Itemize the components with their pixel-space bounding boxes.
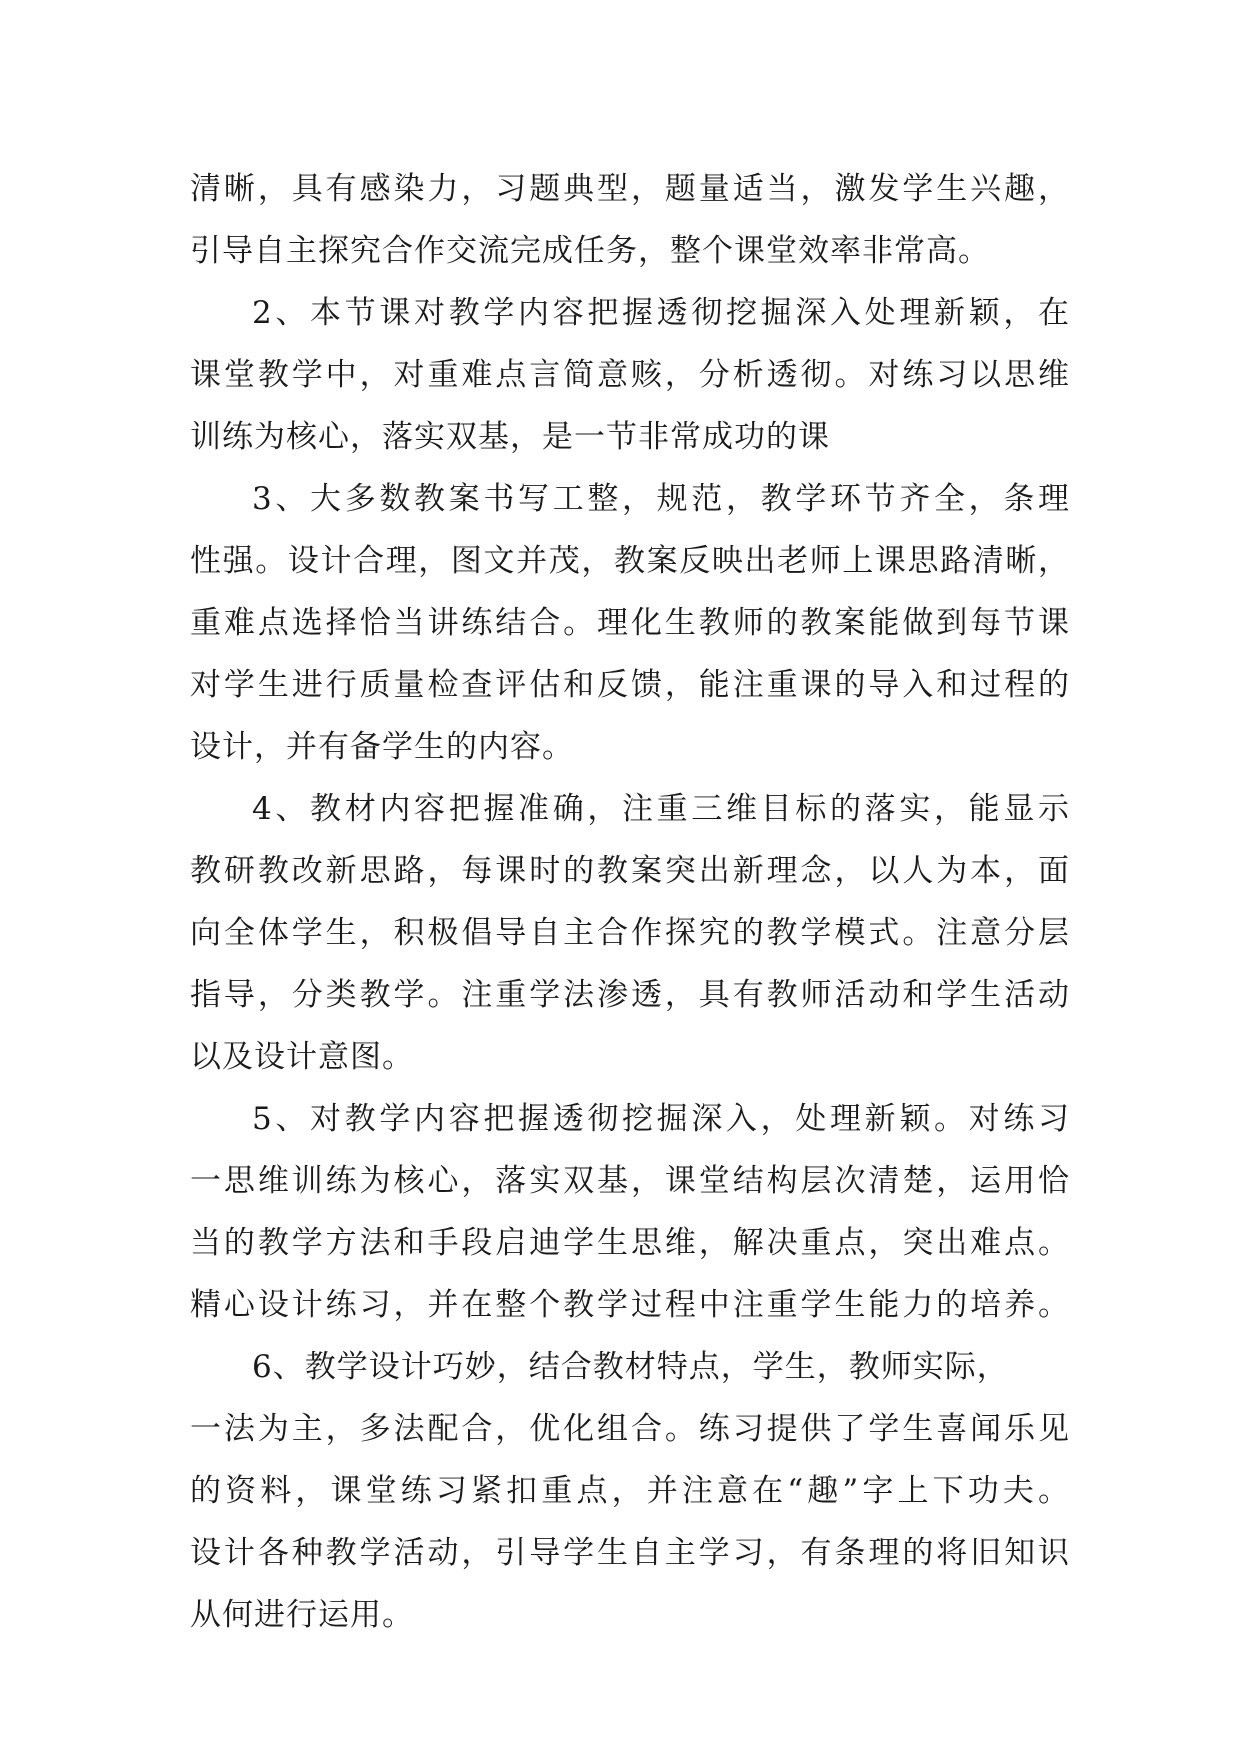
text-line: 性强。设计合理，图文并茂，教案反映出老师上课思路清晰， <box>190 543 1070 579</box>
document-body <box>190 158 1070 1646</box>
text-line: 教研教改新思路，每课时的教案突出新理念，以人为本，面 <box>190 853 1070 889</box>
text-line: 一思维训练为核心，落实双基，课堂结构层次清楚，运用恰 <box>190 1163 1070 1199</box>
text-line: 设计各种教学活动，引导学生自主学习，有条理的将旧知识 <box>190 1535 1070 1571</box>
text-line: 以及设计意图。 <box>190 1039 414 1075</box>
text-line: 从何进行运用。 <box>190 1597 414 1633</box>
paragraph-start-line: 6、教学设计巧妙，结合教材特点，学生，教师实际， <box>252 1349 1009 1385</box>
text-line: 重难点选择恰当讲练结合。理化生教师的教案能做到每节课 <box>190 605 1070 641</box>
text-line: 设计，并有备学生的内容。 <box>190 729 574 765</box>
text-line: 清晰，具有感染力，习题典型，题量适当，激发学生兴趣， <box>190 171 1070 207</box>
text-line: 引导自主探究合作交流完成任务，整个课堂效率非常高。 <box>190 233 990 269</box>
text-line: 指导，分类教学。注重学法渗透，具有教师活动和学生活动 <box>190 977 1070 1013</box>
text-line: 对学生进行质量检查评估和反馈，能注重课的导入和过程的 <box>190 667 1070 703</box>
paragraph-start-line: 2、本节课对教学内容把握透彻挖掘深入处理新颖，在 <box>252 295 1070 331</box>
paragraph-start-line: 3、大多数教案书写工整，规范，教学环节齐全，条理 <box>252 481 1070 517</box>
text-line: 一法为主，多法配合，优化组合。练习提供了学生喜闻乐见 <box>190 1411 1070 1447</box>
paragraph-start-line: 5、对教学内容把握透彻挖掘深入，处理新颖。对练习 <box>252 1101 1070 1137</box>
text-line: 课堂教学中，对重难点言简意赅，分析透彻。对练习以思维 <box>190 357 1070 393</box>
text-line: 的资料，课堂练习紧扣重点，并注意在“趣”字上下功夫。 <box>190 1473 1070 1509</box>
text-line: 精心设计练习，并在整个教学过程中注重学生能力的培养。 <box>190 1287 1070 1323</box>
text-line: 训练为核心，落实双基，是一节非常成功的课 <box>190 419 830 455</box>
text-line: 向全体学生，积极倡导自主合作探究的教学模式。注意分层 <box>190 915 1070 951</box>
text-line: 当的教学方法和手段启迪学生思维，解决重点，突出难点。 <box>190 1225 1070 1261</box>
paragraph-start-line: 4、教材内容把握准确，注重三维目标的落实，能显示 <box>252 791 1070 827</box>
